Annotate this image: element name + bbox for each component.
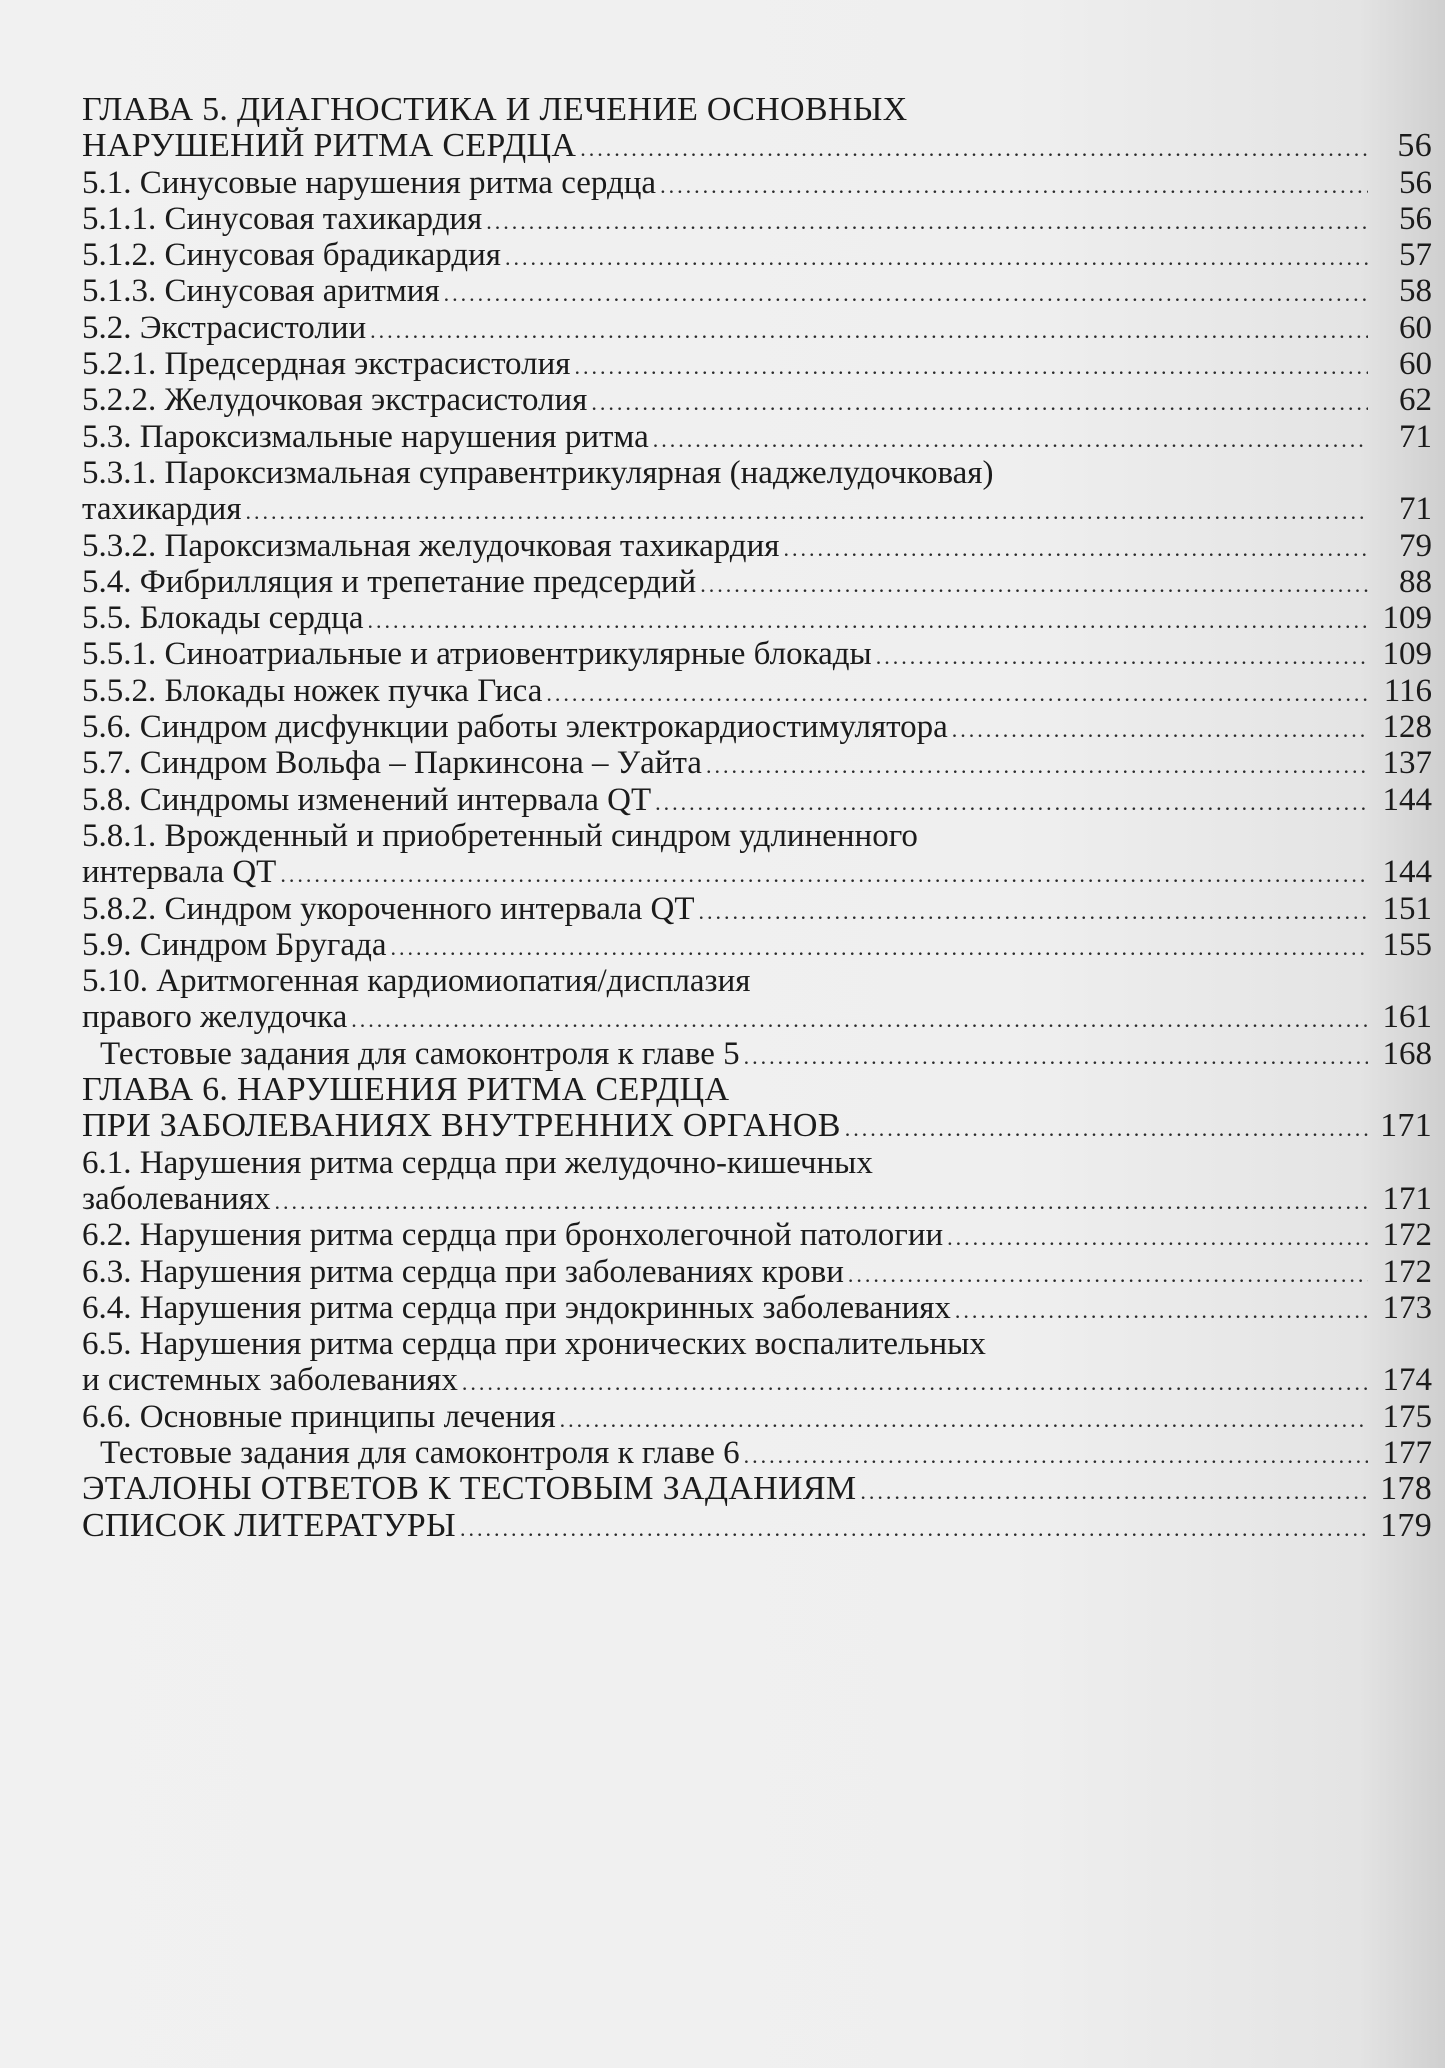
toc-page-number: 56 bbox=[1399, 164, 1432, 201]
dot-leader bbox=[460, 1511, 1368, 1547]
toc-line bbox=[82, 636, 1432, 672]
dot-leader bbox=[367, 603, 1368, 639]
toc-entry-title: 5.1.2. Синусовая брадикардия bbox=[82, 237, 501, 274]
table-of-contents bbox=[82, 92, 1432, 1544]
toc-entry-title: Тестовые задания для самоконтроля к главе 5 bbox=[100, 1035, 740, 1072]
toc-entry-section bbox=[82, 1145, 1432, 1218]
toc-page-number: 60 bbox=[1399, 309, 1432, 346]
toc-entry-title: 5.7. Синдром Вольфа – Паркинсона – Уайта bbox=[82, 745, 702, 782]
toc-page-number: 116 bbox=[1383, 672, 1432, 709]
toc-entry-title: ГЛАВА 5. ДИАГНОСТИКА И ЛЕЧЕНИЕ ОСНОВНЫХ bbox=[82, 91, 908, 128]
toc-entry-section bbox=[82, 237, 1432, 273]
toc-page-number: 168 bbox=[1382, 1035, 1432, 1072]
toc-line bbox=[82, 854, 1432, 890]
toc-entry-section bbox=[82, 455, 1432, 528]
toc-page-number: 174 bbox=[1382, 1362, 1432, 1399]
toc-page-number: 171 bbox=[1380, 1107, 1432, 1145]
toc-page-number: 56 bbox=[1397, 127, 1432, 165]
dot-leader bbox=[955, 1293, 1368, 1329]
dot-leader bbox=[444, 276, 1368, 312]
toc-entry-title: 6.4. Нарушения ритма сердца при эндокринных заболеваниях bbox=[82, 1289, 951, 1326]
toc-page-number: 177 bbox=[1382, 1434, 1432, 1471]
dot-leader bbox=[845, 1111, 1368, 1147]
toc-line bbox=[82, 1036, 1432, 1072]
toc-line bbox=[82, 1435, 1432, 1471]
toc-entry-title: 5.2.1. Предсердная экстрасистолия bbox=[82, 346, 571, 383]
toc-entry-title: 5.1.1. Синусовая тахикардия bbox=[82, 200, 483, 237]
toc-entry-section bbox=[82, 673, 1432, 709]
toc-entry-section bbox=[82, 636, 1432, 672]
dot-leader bbox=[591, 385, 1368, 421]
toc-entry-section bbox=[82, 564, 1432, 600]
toc-entry-section bbox=[82, 419, 1432, 455]
toc-page-number: 137 bbox=[1382, 745, 1432, 782]
toc-entry-title: ПРИ ЗАБОЛЕВАНИЯХ ВНУТРЕННИХ ОРГАНОВ bbox=[82, 1107, 841, 1145]
toc-line bbox=[82, 273, 1432, 309]
toc-page-number: 161 bbox=[1382, 999, 1432, 1036]
dot-leader bbox=[391, 930, 1368, 966]
dot-leader bbox=[370, 313, 1368, 349]
toc-page-number: 88 bbox=[1399, 563, 1432, 600]
toc-entry-title: НАРУШЕНИЙ РИТМА СЕРДЦА bbox=[82, 127, 577, 165]
toc-page-number: 109 bbox=[1382, 600, 1432, 637]
toc-entry-title: и системных заболеваниях bbox=[82, 1362, 458, 1399]
dot-leader bbox=[505, 240, 1368, 276]
dot-leader bbox=[280, 857, 1368, 893]
dot-leader bbox=[660, 168, 1368, 204]
toc-entry-title: 5.5.1. Синоатриальные и атриовентрикулярные блокады bbox=[82, 636, 872, 673]
dot-leader bbox=[462, 1365, 1368, 1401]
toc-entry-section bbox=[82, 1399, 1432, 1435]
toc-page-number: 62 bbox=[1399, 382, 1432, 419]
toc-entry-section bbox=[82, 382, 1432, 418]
toc-entry-title: 5.6. Синдром дисфункции работы электрокардиостимулятора bbox=[82, 709, 948, 746]
toc-entry-test bbox=[82, 1036, 1432, 1072]
toc-entry-section bbox=[82, 165, 1432, 201]
toc-page-number: 71 bbox=[1399, 491, 1432, 528]
dot-leader bbox=[744, 1039, 1368, 1075]
toc-entry-title: ЭТАЛОНЫ ОТВЕТОВ К ТЕСТОВЫМ ЗАДАНИЯМ bbox=[82, 1470, 857, 1508]
toc-entry-title: 6.2. Нарушения ритма сердца при бронхолегочной патологии bbox=[82, 1217, 944, 1254]
toc-entry-section bbox=[82, 782, 1432, 818]
toc-entry-section bbox=[82, 528, 1432, 564]
toc-line bbox=[82, 1254, 1432, 1290]
toc-entry-section bbox=[82, 927, 1432, 963]
toc-page-number: 171 bbox=[1382, 1180, 1432, 1217]
toc-line bbox=[82, 128, 1432, 164]
toc-entry-title: заболеваниях bbox=[82, 1180, 271, 1217]
toc-entry-section bbox=[82, 1290, 1432, 1326]
toc-page-number: 155 bbox=[1382, 926, 1432, 963]
toc-entry-section bbox=[82, 1217, 1432, 1253]
toc-line bbox=[82, 782, 1432, 818]
dot-leader bbox=[580, 131, 1368, 167]
toc-entry-title: Тестовые задания для самоконтроля к главе 6 bbox=[100, 1434, 740, 1471]
toc-page-number: 144 bbox=[1382, 854, 1432, 891]
toc-line bbox=[82, 673, 1432, 709]
toc-line bbox=[82, 999, 1432, 1035]
toc-entry-title: 5.9. Синдром Бругада bbox=[82, 926, 387, 963]
toc-entry-section bbox=[82, 346, 1432, 382]
dot-leader bbox=[546, 676, 1368, 712]
toc-page-number: 178 bbox=[1380, 1470, 1432, 1508]
dot-leader bbox=[655, 785, 1368, 821]
toc-entry-title: 5.3. Пароксизмальные нарушения ритма bbox=[82, 418, 649, 455]
toc-line bbox=[82, 1181, 1432, 1217]
toc-entry-section bbox=[82, 891, 1432, 927]
toc-line bbox=[82, 600, 1432, 636]
toc-entry-chapter bbox=[82, 92, 1432, 165]
toc-line bbox=[82, 1399, 1432, 1435]
toc-line bbox=[82, 745, 1432, 781]
toc-line bbox=[82, 709, 1432, 745]
toc-entry-title: 5.4. Фибрилляция и трепетание предсердий bbox=[82, 563, 697, 600]
toc-line bbox=[82, 564, 1432, 600]
dot-leader bbox=[848, 1257, 1368, 1293]
dot-leader bbox=[860, 1474, 1368, 1510]
dot-leader bbox=[560, 1402, 1368, 1438]
dot-leader bbox=[653, 422, 1368, 458]
toc-entry-chapter bbox=[82, 1072, 1432, 1145]
toc-entry-section bbox=[82, 709, 1432, 745]
toc-line bbox=[82, 1508, 1432, 1544]
toc-entry-title: 6.6. Основные принципы лечения bbox=[82, 1398, 556, 1435]
toc-page-number: 173 bbox=[1382, 1289, 1432, 1326]
toc-line bbox=[82, 891, 1432, 927]
toc-entry-title: 6.1. Нарушения ритма сердца при желудочно-кишечных bbox=[82, 1144, 873, 1181]
toc-line bbox=[82, 92, 1432, 128]
toc-page-number: 144 bbox=[1382, 781, 1432, 818]
toc-page-number: 60 bbox=[1399, 346, 1432, 383]
toc-line bbox=[82, 1217, 1432, 1253]
toc-entry-title: 5.2.2. Желудочковая экстрасистолия bbox=[82, 382, 588, 419]
toc-entry-title: 5.10. Аритмогенная кардиомиопатия/дисплазия bbox=[82, 963, 751, 1000]
toc-page-number: 175 bbox=[1382, 1398, 1432, 1435]
toc-page-number: 57 bbox=[1399, 237, 1432, 274]
toc-page-number: 79 bbox=[1399, 527, 1432, 564]
dot-leader bbox=[947, 1220, 1368, 1256]
toc-page-number: 128 bbox=[1382, 709, 1432, 746]
toc-line bbox=[82, 1362, 1432, 1398]
dot-leader bbox=[486, 204, 1368, 240]
toc-entry-section bbox=[82, 963, 1432, 1036]
toc-line bbox=[82, 818, 1432, 854]
dot-leader bbox=[876, 639, 1368, 675]
toc-entry-section bbox=[82, 818, 1432, 891]
dot-leader bbox=[246, 494, 1368, 530]
toc-entry-title: 5.5.2. Блокады ножек пучка Гиса bbox=[82, 672, 543, 709]
dot-leader bbox=[744, 1438, 1368, 1474]
dot-leader bbox=[274, 1184, 1368, 1220]
dot-leader bbox=[706, 748, 1368, 784]
toc-entry-chapter bbox=[82, 1471, 1432, 1507]
toc-page-number: 172 bbox=[1382, 1217, 1432, 1254]
toc-page-number: 58 bbox=[1399, 273, 1432, 310]
toc-entry-title: 5.2. Экстрасистолии bbox=[82, 309, 367, 346]
toc-line bbox=[82, 165, 1432, 201]
toc-entry-title: 5.8.2. Синдром укороченного интервала QT bbox=[82, 890, 695, 927]
toc-page-number: 71 bbox=[1399, 418, 1432, 455]
toc-line bbox=[82, 1108, 1432, 1144]
toc-line bbox=[82, 382, 1432, 418]
toc-entry-title: правого желудочка bbox=[82, 999, 348, 1036]
toc-entry-section bbox=[82, 310, 1432, 346]
toc-page-number: 109 bbox=[1382, 636, 1432, 673]
toc-line bbox=[82, 1326, 1432, 1362]
toc-line bbox=[82, 528, 1432, 564]
toc-entry-title: интервала QT bbox=[82, 854, 277, 891]
toc-line bbox=[82, 927, 1432, 963]
toc-page-number: 172 bbox=[1382, 1253, 1432, 1290]
dot-leader bbox=[952, 712, 1368, 748]
toc-line bbox=[82, 1145, 1432, 1181]
toc-entry-title: 6.5. Нарушения ритма сердца при хронических воспалительных bbox=[82, 1326, 986, 1363]
dot-leader bbox=[783, 531, 1368, 567]
toc-line bbox=[82, 1072, 1432, 1108]
toc-entry-title: 5.8. Синдромы изменений интервала QT bbox=[82, 781, 652, 818]
toc-page-number: 56 bbox=[1399, 200, 1432, 237]
toc-entry-title: 5.3.2. Пароксизмальная желудочковая тахикардия bbox=[82, 527, 780, 564]
toc-line bbox=[82, 201, 1432, 237]
toc-line bbox=[82, 455, 1432, 491]
toc-entry-title: 5.8.1. Врожденный и приобретенный синдром удлиненного bbox=[82, 817, 918, 854]
toc-entry-section bbox=[82, 1254, 1432, 1290]
toc-entry-title: 5.1.3. Синусовая аритмия bbox=[82, 273, 440, 310]
toc-entry-title: 5.3.1. Пароксизмальная суправентрикулярная (наджелудочковая) bbox=[82, 454, 994, 491]
toc-line bbox=[82, 419, 1432, 455]
toc-line bbox=[82, 310, 1432, 346]
toc-entry-section bbox=[82, 600, 1432, 636]
toc-entry-test bbox=[82, 1435, 1432, 1471]
toc-entry-title: 6.3. Нарушения ритма сердца при заболеваниях крови bbox=[82, 1253, 844, 1290]
toc-page-number: 179 bbox=[1380, 1506, 1432, 1544]
dot-leader bbox=[574, 349, 1368, 385]
dot-leader bbox=[351, 1002, 1368, 1038]
toc-line bbox=[82, 1471, 1432, 1507]
toc-line bbox=[82, 963, 1432, 999]
toc-entry-title: 5.1. Синусовые нарушения ритма сердца bbox=[82, 164, 657, 201]
toc-line bbox=[82, 237, 1432, 273]
toc-line bbox=[82, 346, 1432, 382]
dot-leader bbox=[700, 567, 1368, 603]
toc-entry-section bbox=[82, 1326, 1432, 1399]
toc-line bbox=[82, 491, 1432, 527]
toc-entry-title: 5.5. Блокады сердца bbox=[82, 600, 364, 637]
dot-leader bbox=[698, 894, 1368, 930]
toc-entry-chapter bbox=[82, 1508, 1432, 1544]
toc-line bbox=[82, 1290, 1432, 1326]
toc-entry-title: СПИСОК ЛИТЕРАТУРЫ bbox=[82, 1506, 456, 1544]
toc-entry-section bbox=[82, 273, 1432, 309]
toc-page-number: 151 bbox=[1382, 890, 1432, 927]
toc-entry-section bbox=[82, 201, 1432, 237]
toc-entry-title: тахикардия bbox=[82, 491, 242, 528]
toc-entry-section bbox=[82, 745, 1432, 781]
toc-entry-title: ГЛАВА 6. НАРУШЕНИЯ РИТМА СЕРДЦА bbox=[82, 1071, 730, 1109]
